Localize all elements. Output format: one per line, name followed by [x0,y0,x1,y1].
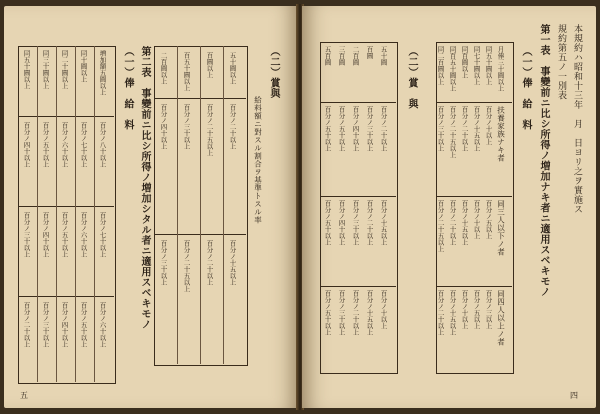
left-page-number: 五 [20,391,28,400]
right-bonus-cell: 百分ノ二十以上 [351,290,360,336]
right-bonus-cell: 百分ノ五十以上 [337,106,346,152]
left-top-cell: 百分ノ三十以上 [182,104,191,150]
left-bottom-cell: 百分ノ八十以上 [98,122,107,168]
right-bonus-label: 百圓 [365,46,374,59]
right-bonus-cell: 百分ノ二十以上 [379,106,388,152]
left-bottom-cell: 百分ノ四十以上 [60,302,69,348]
right-cell: 百分ノ十以上 [484,106,493,145]
right-header-line2: 規約第五ノ一別表 [556,24,566,100]
right-bonus-cell: 百分ノ三十以上 [351,200,360,246]
left-bottom-cell: 百分ノ三十以上 [41,302,50,348]
left-bottom-cell: 百分ノ三十以上 [22,212,31,258]
left-bottom-cell: 百分ノ五十以上 [60,212,69,258]
right-cell: 百分ノ三以上 [484,290,493,329]
left-bottom-cell: 百分ノ五十以上 [79,302,88,348]
left-bottom-row-label: 同十圓以上 [79,50,88,83]
right-cell: 百分ノ十五以上 [460,200,469,246]
right-col-header: 同三人以下ノ者 [496,200,506,256]
right-row-label: 同七十圓以上 [472,46,481,85]
right-cell: 百分ノ十五以上 [448,290,457,336]
right-bonus-cell: 百分ノ五十以上 [323,290,332,336]
right-cell: 百分ノ二十以上 [436,290,445,336]
right-cell: 百分ノ五以上 [472,290,481,329]
left-bottom-cell: 百分ノ六十以上 [79,212,88,258]
left-bottom-cell: 百分ノ四十以上 [22,122,31,168]
right-row-label: 同百圓以上 [460,46,469,79]
left-table2-title: 第二表 事變前ニ比シ所得ノ増加シタル者ニ適用スベキモノ [139,46,150,330]
right-cell: 百分ノ二十以上 [448,200,457,246]
left-bottom-row-label: 同二十圓以上 [60,50,69,89]
right-row-label: 同五十圓以上 [484,46,493,85]
right-bonus-label: 二百圓 [351,46,360,66]
left-bottom-cell: 百分ノ七十以上 [98,212,107,258]
left-bottom-row-label: 同三十圓以上 [41,50,50,89]
right-row-label: 同百五十圓以上 [448,46,457,92]
right-cell: 百分ノ二十五以上 [448,106,457,158]
right-section1-label: （一）俸 給 料 [520,46,531,130]
right-bonus-cell: 百分ノ三十以上 [337,290,346,336]
right-bonus-cell: 百分ノ二十以上 [365,200,374,246]
right-bonus-cell: 百分ノ十以上 [379,290,388,329]
right-header-line1: 本規約ハ昭和十三年 月 日ヨリ之ヲ實施ス [572,24,582,214]
right-col-header: 扶養家族ナキ者 [496,106,506,162]
left-top-cell: 百分ノ三十以上 [159,240,168,286]
left-bottom-cell: 百分ノ四十以上 [41,212,50,258]
right-bonus-cell: 百分ノ十五以上 [365,290,374,336]
left-bottom-cell: 百分ノ二十以上 [22,302,31,348]
left-bottom-cell: 百分ノ六十以上 [60,122,69,168]
left-section-label: （二）賞與 [268,46,279,99]
left-bottom-cell: 百分ノ六十以上 [98,302,107,348]
right-row-label: 月俸三十圓以上 [496,46,505,92]
right-bonus-cell: 百分ノ三十以上 [365,106,374,152]
left-top-cell: 百分ノ四十以上 [159,104,168,150]
left-top-cell: 百分ノ十五以上 [228,240,237,286]
left-top-cell: 百分ノ二十以上 [205,240,214,286]
left-bottom-row-label: 増加額五圓以上 [98,50,107,96]
right-col-header: 同四人以上ノ者 [496,290,506,346]
right-cell: 百分ノ二十以上 [460,106,469,152]
left-top-cell: 百分ノ二十五以上 [205,104,214,156]
right-page-number: 四 [570,391,578,400]
right-bonus-cell: 百分ノ五十以上 [323,200,332,246]
right-section2-label: （二）賞 與 [406,46,417,109]
right-cell: 百分ノ二十五以上 [436,200,445,252]
left-section1-label: （一）俸 給 料 [122,46,133,130]
right-cell: 百分ノ三十以上 [436,106,445,152]
right-bonus-label: 五十圓 [379,46,388,66]
left-top-cell: 百分ノ二十五以上 [182,240,191,292]
right-cell: 百分ノ五以上 [484,200,493,239]
left-bottom-cell: 百分ノ七十以上 [79,122,88,168]
right-bonus-cell: 百分ノ十五以上 [379,200,388,246]
right-bonus-cell: 百分ノ四十以上 [337,200,346,246]
left-note-line: 給料額ニ對スル割合ヲ基準トスル率 [253,96,263,224]
left-bottom-row-label: 同五十圓以上 [22,50,31,89]
right-bonus-label: 五百圓 [323,46,332,66]
left-top-row-label: 五十圓以上 [228,52,237,85]
right-row-label: 同二百圓以上 [436,46,445,85]
right-cell: 百分ノ十五以上 [472,106,481,152]
left-top-row-label: 百五十圓以上 [182,52,191,91]
left-top-row-label: 二百圓以上 [159,52,168,85]
right-table-title: 第一表 事變前ニ比シ所得ノ増加ナキ者ニ適用スベキモノ [538,24,549,297]
left-top-table [154,46,248,366]
right-cell: 百分ノ十以上 [460,290,469,329]
right-cell: 百分ノ十以上 [472,200,481,239]
left-top-row-label: 百圓以上 [205,52,214,78]
left-bottom-cell: 百分ノ五十以上 [41,122,50,168]
right-bonus-label: 三百圓 [337,46,346,66]
right-bonus-cell: 百分ノ四十以上 [351,106,360,152]
left-top-cell: 百分ノ二十以上 [228,104,237,150]
right-bonus-cell: 百分ノ五十以上 [323,106,332,152]
left-page [4,6,298,408]
right-page [302,6,596,408]
